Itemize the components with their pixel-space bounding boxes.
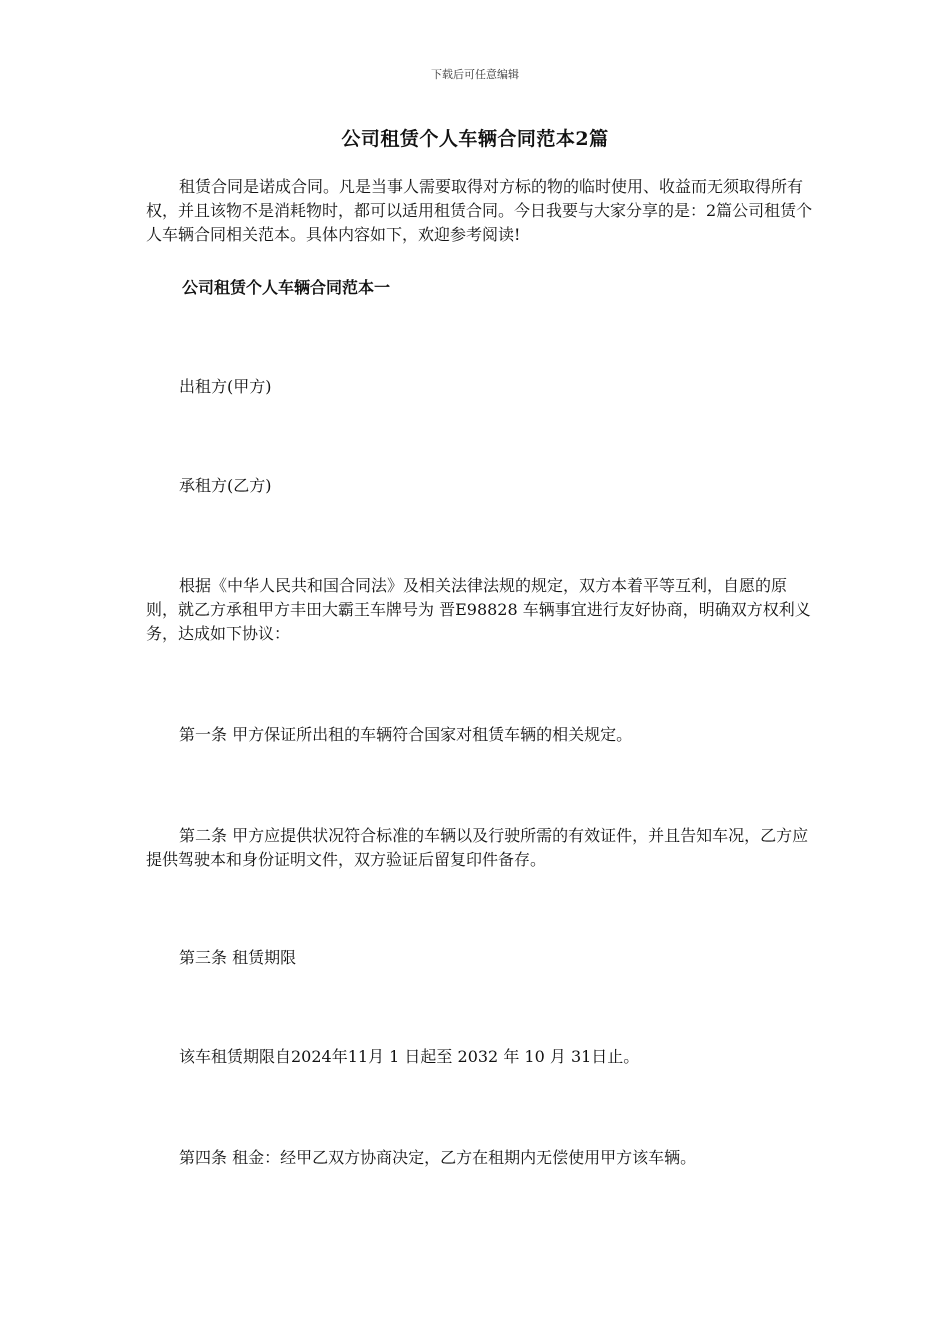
- section-1-title: 公司租赁个人车辆合同范本一: [182, 278, 391, 297]
- article-2: 第二条 甲方应提供状况符合标准的车辆以及行驶所需的有效证件，并且告知车况，乙方应提供驾驶本和身份证明文件，双方验证后留复印件备存。: [146, 826, 809, 869]
- intro-paragraph: 租赁合同是诺成合同。凡是当事人需要取得对方标的物的临时使用、收益而无须取得所有权，并且该物不是消耗物时，都可以适用租赁合同。今日我要与大家分享的是：2篇公司租赁个人车辆合同相关范本。具体内容如下，欢迎参考阅读!: [146, 177, 813, 244]
- article-4: 第四条 租金：经甲乙双方协商决定，乙方在租期内无偿使用甲方该车辆。: [179, 1148, 697, 1167]
- article-3: 第三条 租赁期限: [179, 948, 297, 967]
- header-note: 下载后可任意编辑: [431, 68, 519, 81]
- lessor-line: 出租方(甲方): [179, 377, 272, 396]
- lease-period: 该车租赁期限自2024年11月 1 日起至 2032 年 10 月 31日止。: [179, 1047, 640, 1066]
- article-1: 第一条 甲方保证所出租的车辆符合国家对租赁车辆的相关规定。: [179, 725, 633, 744]
- basis-paragraph: 根据《中华人民共和国合同法》及相关法律法规的规定，双方本着平等互利，自愿的原则，就乙方承租甲方丰田大霸王车牌号为 晋E98828 车辆事宜进行友好协商，明确双方权利义务，达成如下协议：: [146, 576, 811, 643]
- document-title: 公司租赁个人车辆合同范本2篇: [341, 128, 609, 150]
- lessee-line: 承租方(乙方): [179, 476, 272, 495]
